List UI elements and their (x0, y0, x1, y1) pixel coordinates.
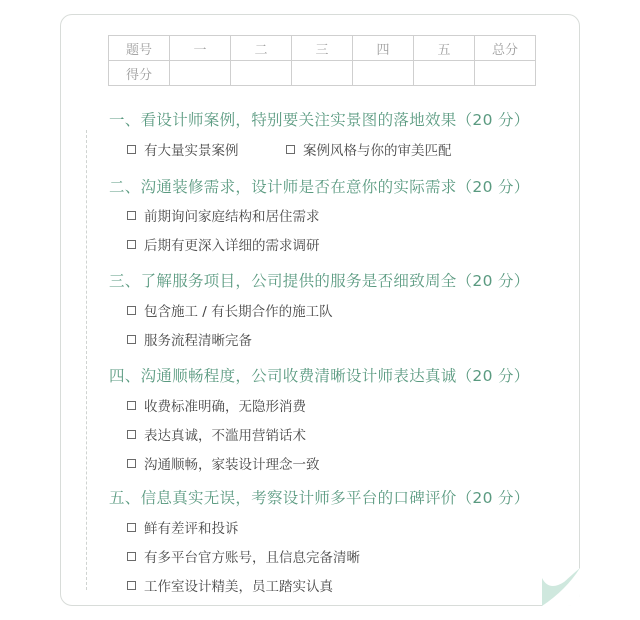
checklist-item[interactable] (127, 575, 333, 595)
checklist-item-label: 鲜有差评和投诉 (144, 521, 239, 537)
checklist-item[interactable] (127, 424, 306, 444)
header-cell: 四 (353, 36, 414, 61)
checklist-item[interactable] (127, 453, 320, 473)
score-cell[interactable] (475, 61, 536, 86)
checkbox[interactable] (127, 401, 136, 410)
header-cell: 一 (170, 36, 231, 61)
checkbox[interactable] (127, 459, 136, 468)
checklist-item-label: 前期询问家庭结构和居住需求 (144, 209, 320, 225)
score-row-label: 得分 (109, 61, 170, 86)
section-title: 五、信息真实无误，考察设计师多平台的口碑评价（20 分） (109, 489, 530, 507)
checkbox[interactable] (127, 211, 136, 220)
header-cell: 二 (231, 36, 292, 61)
checklist-item-label: 表达真诚，不滥用营销话术 (144, 428, 306, 444)
checklist-item-label: 有多平台官方账号，且信息完备清晰 (144, 550, 360, 566)
checklist-item[interactable] (127, 300, 333, 320)
section-title: 二、沟通装修需求，设计师是否在意你的实际需求（20 分） (109, 178, 530, 196)
checkbox[interactable] (127, 240, 136, 249)
checklist-item[interactable] (127, 546, 360, 566)
checklist-item-label: 服务流程清晰完备 (144, 333, 252, 349)
checkbox[interactable] (127, 552, 136, 561)
score-table-score-row (109, 61, 536, 86)
section-title: 三、了解服务项目，公司提供的服务是否细致周全（20 分） (109, 272, 530, 290)
header-cell: 五 (414, 36, 475, 61)
checklist-item[interactable] (127, 139, 239, 159)
checklist-item-label: 包含施工 / 有长期合作的施工队 (144, 304, 333, 320)
checkbox[interactable] (127, 306, 136, 315)
score-cell[interactable] (292, 61, 353, 86)
checklist-item[interactable] (127, 329, 252, 349)
score-cell[interactable] (414, 61, 475, 86)
checkbox[interactable] (286, 145, 295, 154)
score-table-header-row (109, 36, 536, 61)
checklist-item[interactable] (127, 205, 320, 225)
header-cell: 总分 (475, 36, 536, 61)
checklist-item-label: 收费标准明确，无隐形消费 (144, 399, 306, 415)
checklist-item-label: 有大量实景案例 (144, 143, 239, 159)
score-cell[interactable] (353, 61, 414, 86)
checkbox[interactable] (127, 430, 136, 439)
checklist-item[interactable] (127, 517, 239, 537)
checklist-item-label: 工作室设计精美，员工踏实认真 (144, 579, 333, 595)
checklist-item[interactable] (127, 234, 320, 254)
score-cell[interactable] (170, 61, 231, 86)
checklist-item-label: 案例风格与你的审美匹配 (303, 143, 452, 159)
checklist-item-label: 沟通顺畅，家装设计理念一致 (144, 457, 320, 473)
checkbox[interactable] (127, 335, 136, 344)
dashed-margin-line (86, 130, 87, 590)
checkbox[interactable] (127, 523, 136, 532)
checklist-item[interactable] (127, 395, 306, 415)
score-cell[interactable] (231, 61, 292, 86)
header-cell: 题号 (109, 36, 170, 61)
checklist-item-label: 后期有更深入详细的需求调研 (144, 238, 320, 254)
header-cell: 三 (292, 36, 353, 61)
score-table (108, 35, 536, 86)
section-title: 四、沟通顺畅程度，公司收费清晰设计师表达真诚（20 分） (109, 367, 530, 385)
section-title: 一、看设计师案例，特别要关注实景图的落地效果（20 分） (109, 111, 530, 129)
page-curl-corner (542, 568, 580, 606)
checklist-item[interactable] (286, 139, 452, 159)
checkbox[interactable] (127, 581, 136, 590)
checkbox[interactable] (127, 145, 136, 154)
